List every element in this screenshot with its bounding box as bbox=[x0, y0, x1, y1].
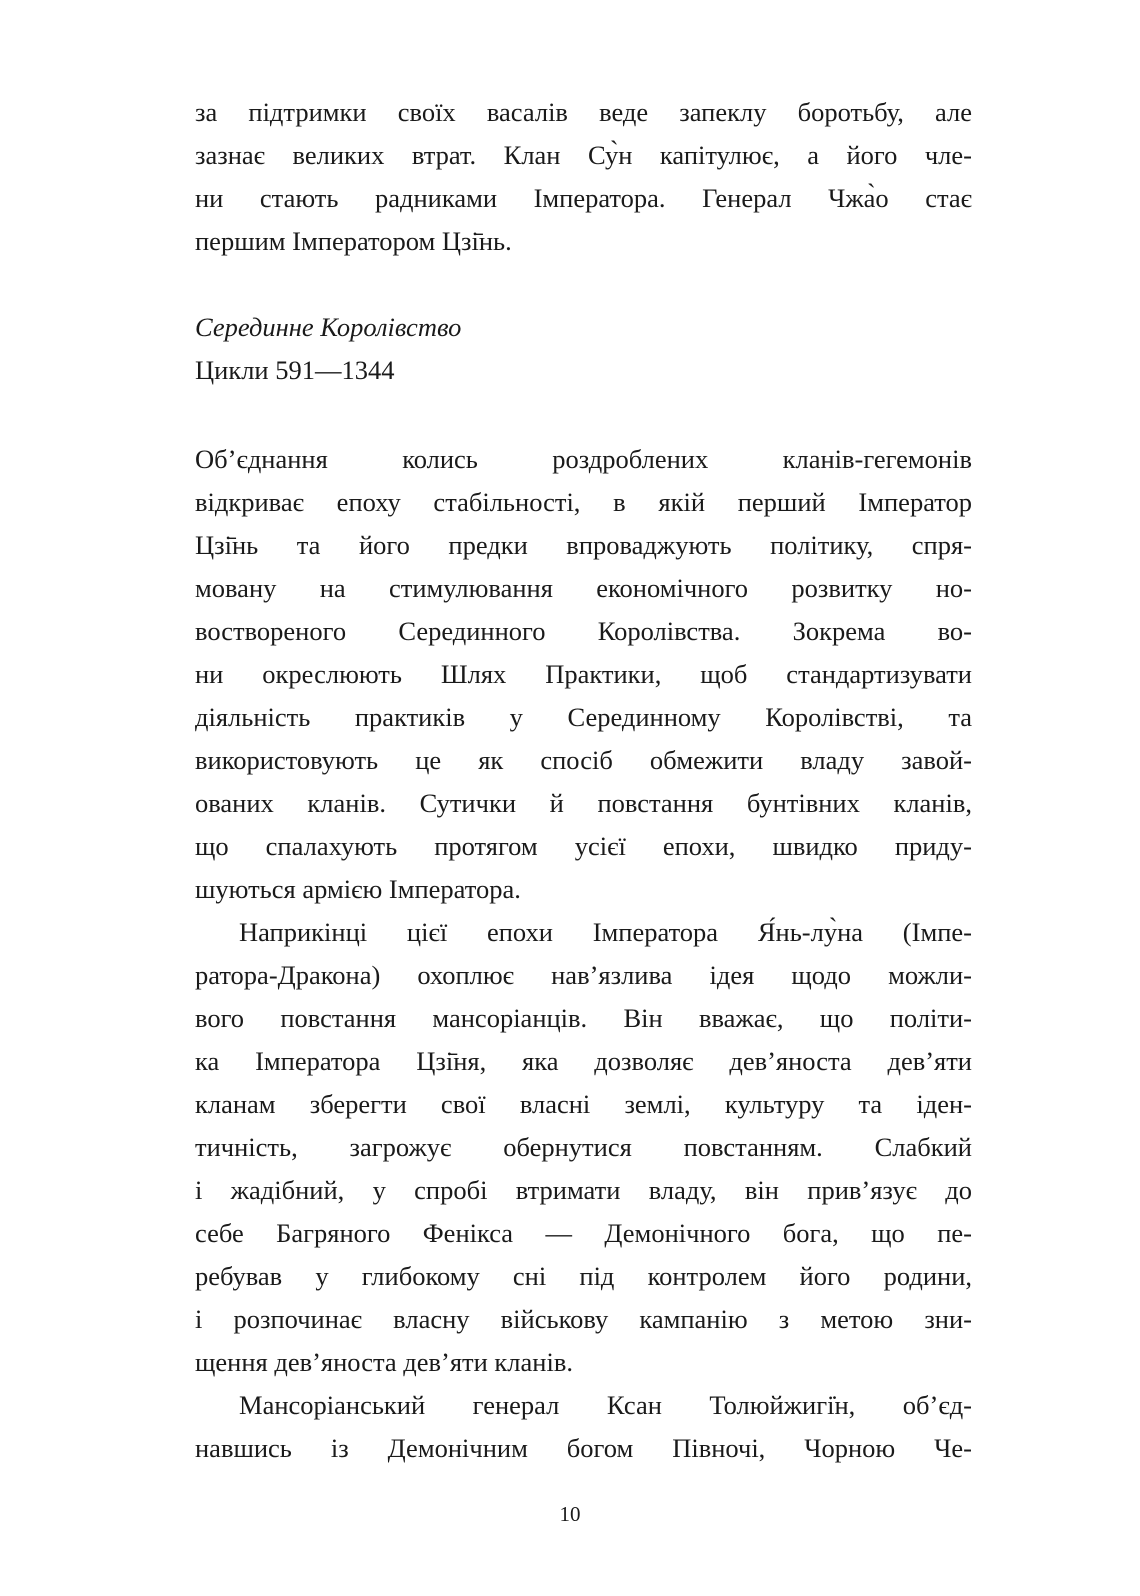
section-title: Серединне Королівство bbox=[195, 312, 462, 342]
body-text bbox=[195, 438, 972, 1470]
text-line: ка Імператора Цзі̄ня, яка дозволяє дев’яноста дев’яти bbox=[195, 1046, 972, 1076]
text-line: ратора-Дракона) охоплює нав’язлива ідея щодо можли- bbox=[195, 960, 972, 990]
text-line: Мансоріанський генерал Ксан Толюйжигі̇н, об’єд- bbox=[239, 1390, 972, 1420]
text-line: щення дев’яноста дев’яти кланів. bbox=[195, 1347, 573, 1377]
text-line: ни окреслюють Шлях Практики, щоб стандартизувати bbox=[195, 659, 972, 689]
text-line: шуються армією Імператора. bbox=[195, 874, 521, 904]
text-line: мовану на стимулювання економічного розвитку но- bbox=[195, 573, 972, 603]
paragraph bbox=[195, 438, 972, 911]
text-line: діяльність практиків у Серединному Королівстві, та bbox=[195, 702, 972, 732]
text-line: зазнає великих втрат. Клан Су̀н капітулює, а його чле- bbox=[195, 140, 972, 170]
text-line: кланам зберегти свої власні землі, культуру та іден- bbox=[195, 1089, 972, 1119]
text-line: за підтримки своїх васалів веде запеклу боротьбу, але bbox=[195, 97, 972, 127]
text-line: навшись із Демонічним богом Півночі, Чорною Че- bbox=[195, 1433, 972, 1463]
text-line: використовують це як спосіб обмежити владу завой- bbox=[195, 745, 972, 775]
text-line: Цзі̄нь та його предки впроваджують політику, спря- bbox=[195, 530, 972, 560]
section-subtitle: Цикли 591—1344 bbox=[195, 355, 395, 385]
paragraph-top bbox=[195, 91, 972, 263]
paragraph bbox=[195, 911, 972, 1384]
text-line: себе Багряного Фенікса — Демонічного бога, що пе- bbox=[195, 1218, 972, 1248]
text-line: і розпочинає власну військову кампанію з метою зни- bbox=[195, 1304, 972, 1334]
text-line: ованих кланів. Сутички й повстання бунтівних кланів, bbox=[195, 788, 972, 818]
text-line: що спалахують протягом усієї епохи, швидко приду- bbox=[195, 831, 972, 861]
page-number: 10 bbox=[559, 1502, 581, 1526]
text-line: відкриває епоху стабільності, в якій перший Імператор bbox=[195, 487, 972, 517]
text-line: Об’єднання колись роздроблених кланів-гегемонів bbox=[195, 444, 972, 474]
text-line: першим Імператором Цзі̄нь. bbox=[195, 226, 512, 256]
text-line: Наприкінці цієї епохи Імператора Я́нь-лу̀на (Імпе- bbox=[239, 917, 972, 947]
paragraph bbox=[195, 1384, 972, 1470]
text-line: ни стають радниками Імператора. Генерал Чжа̀о стає bbox=[195, 183, 972, 213]
text-line: тичність, загрожує обернутися повстанням. Слабкий bbox=[195, 1132, 972, 1162]
section-heading bbox=[195, 306, 972, 392]
text-line: ребував у глибокому сні під контролем його родини, bbox=[195, 1261, 972, 1291]
text-line: востворeного Серединного Королівства. Зокрема во- bbox=[195, 616, 972, 646]
text-line: вого повстання мансоріанців. Він вважає, що політи- bbox=[195, 1003, 972, 1033]
text-line: і жадібний, у спробі втримати владу, він прив’язує до bbox=[195, 1175, 972, 1205]
